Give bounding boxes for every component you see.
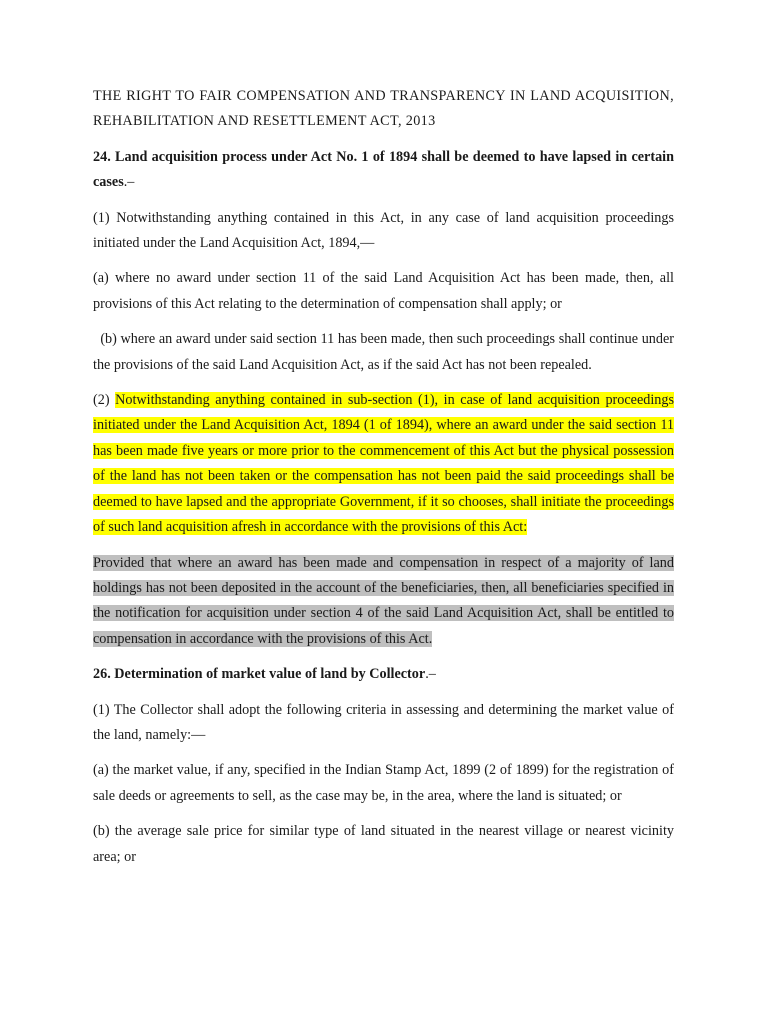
document-title: THE RIGHT TO FAIR COMPENSATION AND TRANSPARENCY IN LAND ACQUISITION, REHABILITATION AND RESETTLEMENT ACT, 2013 [93, 88, 674, 130]
section-26-subsection-1: (1) The Collector shall adopt the following criteria in assessing and determining the market value of the land, namely:— [93, 701, 674, 743]
section-24-heading [93, 145, 674, 196]
section-24-clause-a: (a) where no award under section 11 of the said Land Acquisition Act has been made, then, all provisions of this Act relating to the determination of compensation shall apply; or [93, 270, 674, 312]
section-26-heading [93, 662, 674, 687]
section-26-clause-b: (b) the average sale price for similar type of land situated in the nearest village or nearest vicinity area; or [93, 823, 674, 865]
section-24-subsection-2 [93, 388, 674, 540]
section-24-heading-tail: .– [123, 174, 135, 191]
subsection-2-highlighted-text: Notwithstanding anything contained in sub-section (1), in case of land acquisition proceedings initiated under the Land Acquisition Act, 1894 (1 of 1894), where an award under the said section 11 has been made five years or more prior to the commencement of this Act but the physical possession of the land has not been taken or the compensation has not been paid the said proceedings shall be deemed to have lapsed and the appropriate Government, if it so chooses, shall initiate the proceedings of such land acquisition afresh in accordance with the provisions of this Act: [93, 392, 675, 536]
section-24-subsection-1: (1) Notwithstanding anything contained in this Act, in any case of land acquisition proceedings initiated under the Land Acquisition Act, 1894,— [93, 209, 674, 252]
section-24-clause-b [93, 327, 674, 378]
section-26-heading-text: 26. Determination of market value of land by Collector [93, 666, 426, 683]
clause-b-text: (b) where an award under said section 11 has been made, then such proceedings shall continue under the provisions of the said Land Acquisition Act, as if the said Act has not been repealed. [93, 331, 675, 373]
section-24-proviso [93, 551, 674, 653]
proviso-highlighted-text: Provided that where an award has been made and compensation in respect of a majority of land holdings has not been deposited in the account of the beneficiaries, then, all beneficiaries specified in the notification for acquisition under section 4 of the said Land Acquisition Act, shall be entitled to compensation in accordance with the provisions of this Act. [93, 554, 674, 647]
subsection-2-label: (2) [93, 392, 116, 409]
section-26-heading-tail: .– [425, 666, 436, 683]
section-24-heading-text: 24. Land acquisition process under Act No. 1 of 1894 shall be deemed to have lapsed in certain cases [93, 148, 674, 191]
document-body [93, 84, 674, 880]
section-26-clause-a: (a) the market value, if any, specified in the Indian Stamp Act, 1899 (2 of 1899) for the registration of sale deeds or agreements to sell, as the case may be, in the area, where the land is situated; or [93, 762, 674, 804]
